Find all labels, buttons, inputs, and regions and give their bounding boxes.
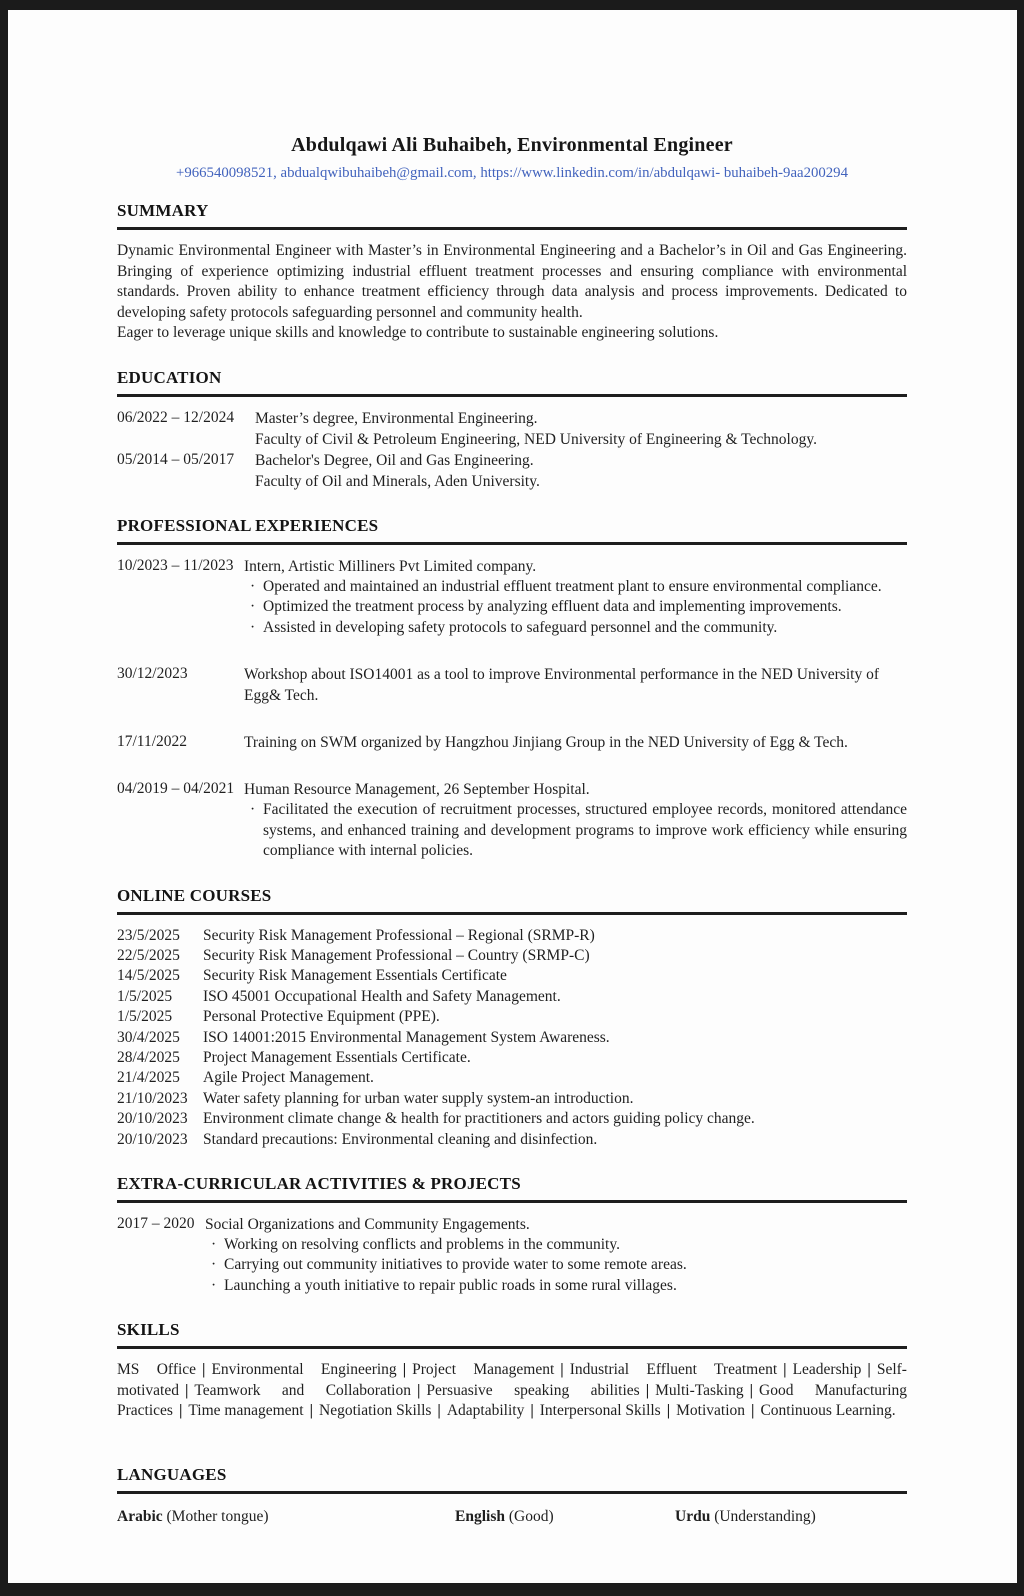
summary-paragraph: Eager to leverage unique skills and knowledge to contribute to sustainable engineering solutions. bbox=[117, 324, 719, 341]
bullet-icon: · bbox=[211, 1235, 217, 1253]
experience-dates: 10/2023 – 11/2023 bbox=[117, 556, 234, 574]
experience-bullet bbox=[244, 597, 907, 618]
skill-item: Continuous Learning. bbox=[760, 1402, 896, 1420]
course-item bbox=[117, 1068, 907, 1088]
course-item bbox=[117, 1007, 907, 1027]
section-rule bbox=[117, 394, 907, 397]
section-skills bbox=[117, 1319, 907, 1422]
course-title: Security Risk Management Professional – Country (SRMP-C) bbox=[203, 946, 590, 964]
skill-item: Interpersonal Skills bbox=[539, 1402, 661, 1420]
course-item bbox=[117, 926, 907, 946]
experience-bullet-text: Optimized the treatment process by analyzing effluent data and implementing improvements. bbox=[263, 598, 842, 615]
course-title: Environment climate change & health for practitioners and actors guiding policy change. bbox=[203, 1110, 755, 1128]
section-courses bbox=[117, 885, 907, 1150]
course-title: ISO 45001 Occupational Health and Safety Management. bbox=[203, 987, 561, 1005]
course-date: 21/10/2023 bbox=[117, 1089, 188, 1107]
skill-item: Good Manufacturing Practices bbox=[117, 1381, 907, 1420]
contact-links[interactable]: +966540098521, abdualqwibuhaibeh@gmail.com, https://www.linkedin.com/in/abdulqawi- buhaibeh-9aa200294 bbox=[176, 165, 848, 181]
course-date: 14/5/2025 bbox=[117, 967, 180, 985]
course-item bbox=[117, 987, 907, 1007]
section-rule bbox=[117, 912, 907, 915]
activity-item bbox=[117, 1214, 907, 1297]
course-title: Security Risk Management Professional – Regional (SRMP-R) bbox=[203, 926, 595, 944]
experience-title: Training on SWM organized by Hangzhou Jinjiang Group in the NED University of Egg & Tech. bbox=[244, 734, 848, 751]
section-rule bbox=[117, 1200, 907, 1203]
bullet-icon: · bbox=[250, 598, 256, 615]
education-line: Bachelor's Degree, Oil and Gas Engineering. bbox=[255, 451, 534, 469]
bullet-icon: · bbox=[211, 1276, 217, 1294]
skill-separator: | bbox=[783, 1361, 787, 1379]
course-title: ISO 14001:2015 Environmental Management System Awareness. bbox=[203, 1028, 610, 1046]
experience-dates: 17/11/2022 bbox=[117, 733, 188, 750]
skill-separator: | bbox=[867, 1361, 871, 1379]
activity-items bbox=[117, 1214, 907, 1297]
skill-separator: | bbox=[749, 1381, 754, 1399]
experience-detail bbox=[244, 779, 907, 862]
skill-item: Motivation bbox=[676, 1402, 746, 1420]
skill-item: Time management bbox=[188, 1402, 304, 1420]
course-title: Personal Protective Equipment (PPE). bbox=[203, 1008, 440, 1026]
skill-item: Leadership bbox=[792, 1361, 862, 1379]
skill-separator: | bbox=[666, 1402, 671, 1420]
section-rule bbox=[117, 1346, 907, 1349]
section-summary bbox=[117, 200, 907, 344]
education-dates: 05/2014 – 05/2017 bbox=[117, 450, 235, 468]
course-items bbox=[117, 926, 907, 1150]
languages-heading: LANGUAGES bbox=[117, 1464, 227, 1484]
skill-separator: | bbox=[437, 1402, 441, 1420]
experience-detail bbox=[244, 556, 907, 639]
course-item bbox=[117, 966, 907, 986]
activity-bullet bbox=[205, 1255, 907, 1276]
summary-heading: SUMMARY bbox=[117, 201, 209, 220]
course-date: 1/5/2025 bbox=[117, 987, 173, 1005]
skill-separator: | bbox=[178, 1402, 183, 1420]
course-date: 1/5/2025 bbox=[117, 1008, 173, 1026]
course-item bbox=[117, 946, 907, 966]
activity-bullet bbox=[205, 1276, 907, 1297]
skill-separator: | bbox=[416, 1381, 421, 1399]
education-items bbox=[117, 408, 907, 492]
skill-separator: | bbox=[202, 1361, 206, 1379]
experience-bullet-text: Facilitated the execution of recruitment processes, structured employee records, monitored attendance systems, and enhanced training and development programs to improve work efficiency while ensuring compliance with internal policies. bbox=[263, 801, 907, 859]
section-experience bbox=[117, 515, 907, 862]
course-title: Agile Project Management. bbox=[203, 1069, 374, 1087]
language-item: English (Good) bbox=[455, 1507, 554, 1525]
education-item bbox=[117, 408, 907, 450]
skill-item: MS Office bbox=[117, 1361, 197, 1379]
language-item: Urdu (Understanding) bbox=[675, 1507, 816, 1525]
activity-bullet-text: Working on resolving conflicts and problems in the community. bbox=[224, 1235, 620, 1253]
course-date: 20/10/2023 bbox=[117, 1130, 188, 1148]
activity-dates: 2017 – 2020 bbox=[117, 1214, 195, 1232]
experience-bullet bbox=[244, 618, 907, 639]
activities-heading: EXTRA-CURRICULAR ACTIVITIES & PROJECTS bbox=[117, 1173, 521, 1193]
section-rule bbox=[117, 227, 907, 230]
course-item bbox=[117, 1028, 907, 1048]
course-title: Standard precautions: Environmental cleaning and disinfection. bbox=[203, 1130, 598, 1148]
education-detail bbox=[255, 408, 907, 450]
experience-item bbox=[117, 779, 907, 862]
course-date: 28/4/2025 bbox=[117, 1048, 180, 1066]
education-item bbox=[117, 450, 907, 492]
skill-separator: | bbox=[402, 1361, 407, 1379]
skill-separator: | bbox=[751, 1402, 755, 1420]
section-rule bbox=[117, 542, 907, 545]
activity-title: Social Organizations and Community Engagements. bbox=[205, 1215, 530, 1233]
language-name: Arabic bbox=[117, 1507, 163, 1525]
experience-detail bbox=[244, 664, 907, 706]
experience-title: Intern, Artistic Milliners Pvt Limited company. bbox=[244, 557, 537, 575]
skills-heading: SKILLS bbox=[117, 1320, 180, 1340]
education-line: Faculty of Oil and Minerals, Aden University. bbox=[255, 472, 540, 490]
section-education bbox=[117, 367, 907, 492]
skill-item: Teamwork and Collaboration bbox=[194, 1381, 411, 1399]
skill-item: Industrial Effluent Treatment bbox=[569, 1361, 778, 1379]
education-heading: EDUCATION bbox=[117, 367, 222, 387]
course-date: 30/4/2025 bbox=[117, 1028, 180, 1046]
experience-heading: PROFESSIONAL EXPERIENCES bbox=[117, 515, 379, 535]
skill-item: Environmental Engineering bbox=[211, 1361, 397, 1379]
resume-page bbox=[8, 10, 1017, 1583]
course-date: 22/5/2025 bbox=[117, 946, 180, 964]
bullet-icon: · bbox=[250, 577, 256, 595]
experience-title: Human Resource Management, 26 September Hospital. bbox=[244, 781, 590, 798]
skill-item: Project Management bbox=[412, 1361, 555, 1379]
course-title: Water safety planning for urban water supply system-an introduction. bbox=[203, 1089, 634, 1107]
experience-bullet-text: Operated and maintained an industrial effluent treatment plant to ensure environmental compliance. bbox=[263, 577, 882, 595]
experience-item bbox=[117, 664, 907, 706]
education-line: Master’s degree, Environmental Engineering. bbox=[255, 409, 538, 427]
language-item: Arabic (Mother tongue) bbox=[117, 1507, 269, 1525]
language-name: English bbox=[455, 1507, 505, 1525]
skill-item: Multi-Tasking bbox=[655, 1381, 744, 1399]
experience-bullet-text: Assisted in developing safety protocols to safeguard personnel and the community. bbox=[263, 618, 778, 636]
section-activities bbox=[117, 1173, 907, 1297]
language-items bbox=[117, 1507, 907, 1528]
skill-separator: | bbox=[560, 1361, 564, 1379]
course-title: Security Risk Management Essentials Certificate bbox=[203, 967, 507, 985]
experience-detail bbox=[244, 732, 907, 753]
course-title: Project Management Essentials Certificate. bbox=[203, 1048, 471, 1066]
courses-heading: ONLINE COURSES bbox=[117, 885, 272, 905]
language-name: Urdu bbox=[675, 1507, 711, 1525]
experience-dates: 04/2019 – 04/2021 bbox=[117, 780, 235, 797]
bullet-icon: · bbox=[250, 801, 256, 818]
activity-detail bbox=[205, 1214, 907, 1297]
experience-dates: 30/12/2023 bbox=[117, 665, 188, 682]
skill-separator: | bbox=[530, 1402, 534, 1420]
experience-item bbox=[117, 556, 907, 639]
experience-title: Workshop about ISO14001 as a tool to improve Environmental performance in the NED University of Egg& Tech. bbox=[244, 666, 879, 704]
course-date: 21/4/2025 bbox=[117, 1069, 180, 1087]
course-item bbox=[117, 1130, 907, 1150]
course-date: 23/5/2025 bbox=[117, 926, 180, 944]
resume-header bbox=[117, 133, 907, 183]
skill-separator: | bbox=[185, 1381, 189, 1399]
summary-paragraph: Dynamic Environmental Engineer with Master’s in Environmental Engineering and a Bachelor’s in Oil and Gas Engineering. Bringing of experience optimizing industrial effluent treatment processes and ensuring compliance with environmental standards. Proven ability to enhance treatment efficiency through data analysis and process improvements. Dedicated to developing safety protocols safeguarding personnel and community health. bbox=[117, 242, 907, 321]
summary-body bbox=[117, 241, 907, 344]
experience-items bbox=[117, 556, 907, 862]
course-item bbox=[117, 1109, 907, 1129]
bullet-icon: · bbox=[250, 618, 256, 636]
page-title: Abdulqawi Ali Buhaibeh, Environmental Engineer bbox=[291, 134, 733, 156]
skill-item: Persuasive speaking abilities bbox=[426, 1381, 640, 1399]
experience-bullet bbox=[244, 800, 907, 862]
skill-separator: | bbox=[309, 1402, 314, 1420]
section-rule bbox=[117, 1491, 907, 1494]
skill-item: Self-motivated bbox=[117, 1361, 907, 1399]
education-detail bbox=[255, 450, 907, 492]
course-item bbox=[117, 1089, 907, 1109]
experience-item bbox=[117, 732, 907, 753]
activity-bullet bbox=[205, 1235, 907, 1256]
course-item bbox=[117, 1048, 907, 1068]
skill-item: Negotiation Skills bbox=[319, 1402, 432, 1420]
skill-item: Adaptability bbox=[446, 1402, 525, 1420]
education-dates: 06/2022 – 12/2024 bbox=[117, 408, 235, 426]
skills-list bbox=[117, 1360, 907, 1422]
experience-bullet bbox=[244, 577, 907, 598]
course-date: 20/10/2023 bbox=[117, 1110, 188, 1128]
activity-bullet-text: Launching a youth initiative to repair public roads in some rural villages. bbox=[224, 1276, 677, 1294]
skill-separator: | bbox=[645, 1381, 650, 1399]
section-languages bbox=[117, 1464, 907, 1528]
activity-bullet-text: Carrying out community initiatives to provide water to some remote areas. bbox=[224, 1256, 687, 1274]
education-line: Faculty of Civil & Petroleum Engineering, NED University of Engineering & Technology. bbox=[255, 430, 817, 448]
bullet-icon: · bbox=[211, 1256, 217, 1274]
